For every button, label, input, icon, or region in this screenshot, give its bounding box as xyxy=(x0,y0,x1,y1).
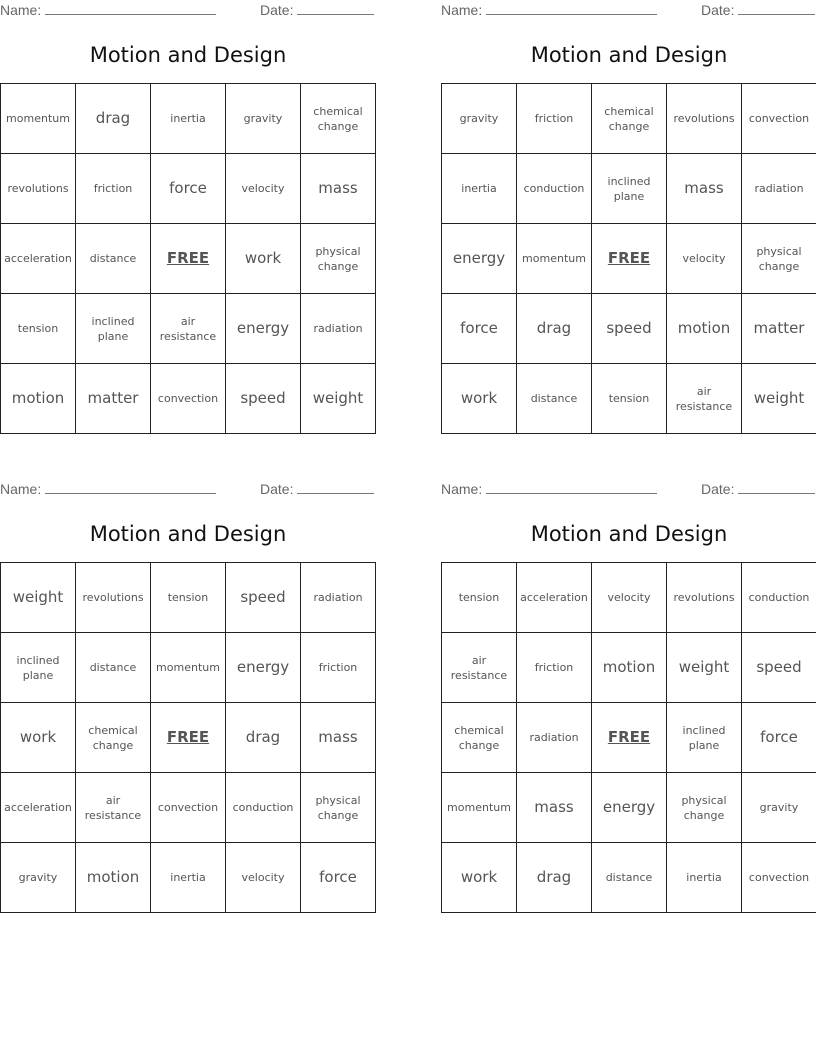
bingo-cell[interactable]: momentum xyxy=(151,633,226,703)
bingo-cell[interactable]: matter xyxy=(76,364,151,434)
bingo-cell[interactable]: convection xyxy=(151,364,226,434)
grid-row xyxy=(1,294,376,364)
card-title: Motion and Design xyxy=(530,522,728,546)
grid-row xyxy=(442,633,816,703)
bingo-cell[interactable]: force xyxy=(742,703,816,773)
bingo-cell[interactable]: speed xyxy=(592,294,667,364)
bingo-cell[interactable]: gravity xyxy=(226,84,301,154)
bingo-cell[interactable]: speed xyxy=(226,563,301,633)
bingo-cell[interactable]: conduction xyxy=(517,154,592,224)
bingo-cell[interactable]: work xyxy=(442,843,517,913)
bingo-cell[interactable]: weight xyxy=(742,364,816,434)
bingo-cell[interactable]: radiation xyxy=(742,154,816,224)
bingo-cell[interactable]: mass xyxy=(301,154,376,224)
name-label: Name: xyxy=(0,2,42,18)
bingo-cell[interactable]: motion xyxy=(76,843,151,913)
bingo-cell[interactable]: acceleration xyxy=(517,563,592,633)
bingo-cell[interactable]: air resistance xyxy=(76,773,151,843)
date-blank[interactable] xyxy=(297,481,374,494)
bingo-cell[interactable]: drag xyxy=(517,843,592,913)
card-title: Motion and Design xyxy=(89,43,287,67)
card-title: Motion and Design xyxy=(530,43,728,67)
grid-row xyxy=(442,773,816,843)
free-space[interactable]: FREE xyxy=(592,224,667,294)
date-field xyxy=(260,481,374,497)
bingo-cell[interactable]: force xyxy=(442,294,517,364)
bingo-cell[interactable]: weight xyxy=(301,364,376,434)
date-label: Date: xyxy=(701,481,735,497)
bingo-cell[interactable]: mass xyxy=(301,703,376,773)
bingo-cell[interactable]: inertia xyxy=(442,154,517,224)
bingo-cell[interactable]: revolutions xyxy=(76,563,151,633)
date-field xyxy=(260,2,374,18)
bingo-cell[interactable]: energy xyxy=(226,633,301,703)
bingo-cell[interactable]: speed xyxy=(742,633,816,703)
bingo-cell[interactable]: conduction xyxy=(742,563,816,633)
bingo-cell[interactable]: air resistance xyxy=(667,364,742,434)
name-field xyxy=(441,2,657,18)
bingo-cell[interactable]: distance xyxy=(76,633,151,703)
grid-row xyxy=(442,563,816,633)
grid-row xyxy=(1,84,376,154)
bingo-cell[interactable]: radiation xyxy=(517,703,592,773)
card-header xyxy=(0,0,376,22)
grid-row xyxy=(1,843,376,913)
free-space[interactable]: FREE xyxy=(151,703,226,773)
bingo-cell[interactable]: motion xyxy=(1,364,76,434)
bingo-card xyxy=(0,0,376,434)
bingo-cell[interactable]: drag xyxy=(76,84,151,154)
grid-row xyxy=(442,843,816,913)
name-field xyxy=(0,2,216,18)
bingo-cell[interactable]: velocity xyxy=(226,154,301,224)
bingo-cell[interactable]: revolutions xyxy=(667,84,742,154)
bingo-cell[interactable]: inclined plane xyxy=(76,294,151,364)
name-field xyxy=(0,481,216,497)
name-label: Name: xyxy=(441,481,483,497)
bingo-cell[interactable]: chemical change xyxy=(76,703,151,773)
bingo-cell[interactable]: gravity xyxy=(742,773,816,843)
bingo-cell[interactable]: work xyxy=(442,364,517,434)
bingo-cell[interactable]: air resistance xyxy=(442,633,517,703)
grid-row xyxy=(1,563,376,633)
bingo-cell[interactable]: physical change xyxy=(301,224,376,294)
bingo-cell[interactable]: tension xyxy=(592,364,667,434)
bingo-cell[interactable]: weight xyxy=(1,563,76,633)
date-blank[interactable] xyxy=(738,481,815,494)
bingo-cell[interactable]: air resistance xyxy=(151,294,226,364)
bingo-cell[interactable]: tension xyxy=(151,563,226,633)
bingo-cell[interactable]: chemical change xyxy=(442,703,517,773)
bingo-cell[interactable]: inertia xyxy=(667,843,742,913)
bingo-grid xyxy=(0,83,376,434)
bingo-cell[interactable]: energy xyxy=(442,224,517,294)
bingo-cell[interactable]: inclined plane xyxy=(592,154,667,224)
date-blank[interactable] xyxy=(297,2,374,15)
name-blank[interactable] xyxy=(486,2,657,15)
grid-row xyxy=(442,224,816,294)
grid-row xyxy=(1,633,376,703)
bingo-card xyxy=(441,479,816,913)
bingo-cell[interactable]: inclined plane xyxy=(1,633,76,703)
grid-row xyxy=(1,224,376,294)
bingo-cell[interactable]: conduction xyxy=(226,773,301,843)
bingo-cell[interactable]: tension xyxy=(1,294,76,364)
bingo-cell[interactable]: physical change xyxy=(742,224,816,294)
bingo-cell[interactable]: chemical change xyxy=(301,84,376,154)
bingo-cell[interactable]: work xyxy=(1,703,76,773)
bingo-cell[interactable]: drag xyxy=(517,294,592,364)
bingo-cell[interactable]: distance xyxy=(592,843,667,913)
bingo-cell[interactable]: physical change xyxy=(301,773,376,843)
grid-row xyxy=(442,84,816,154)
bingo-cell[interactable]: energy xyxy=(226,294,301,364)
bingo-cell[interactable]: mass xyxy=(517,773,592,843)
name-label: Name: xyxy=(441,2,483,18)
bingo-cell[interactable]: distance xyxy=(76,224,151,294)
bingo-cell[interactable]: weight xyxy=(667,633,742,703)
bingo-cell[interactable]: convection xyxy=(742,84,816,154)
bingo-card xyxy=(441,0,816,434)
bingo-cell[interactable]: gravity xyxy=(442,84,517,154)
grid-row xyxy=(1,364,376,434)
name-blank[interactable] xyxy=(45,481,216,494)
bingo-cell[interactable]: friction xyxy=(76,154,151,224)
bingo-cell[interactable]: force xyxy=(301,843,376,913)
bingo-cell[interactable]: energy xyxy=(592,773,667,843)
bingo-cell[interactable]: drag xyxy=(226,703,301,773)
bingo-cell[interactable]: inertia xyxy=(151,843,226,913)
name-blank[interactable] xyxy=(486,481,657,494)
date-label: Date: xyxy=(260,481,294,497)
grid-row xyxy=(442,154,816,224)
bingo-cell[interactable]: acceleration xyxy=(1,224,76,294)
grid-row xyxy=(442,364,816,434)
card-header xyxy=(441,0,816,22)
bingo-cell[interactable]: momentum xyxy=(1,84,76,154)
bingo-cell[interactable]: mass xyxy=(667,154,742,224)
bingo-cell[interactable]: velocity xyxy=(592,563,667,633)
bingo-cell[interactable]: motion xyxy=(667,294,742,364)
card-title: Motion and Design xyxy=(89,522,287,546)
bingo-cell[interactable]: radiation xyxy=(301,563,376,633)
name-blank[interactable] xyxy=(45,2,216,15)
bingo-cell[interactable]: force xyxy=(151,154,226,224)
bingo-cell[interactable]: work xyxy=(226,224,301,294)
bingo-grid xyxy=(441,562,816,913)
bingo-grid xyxy=(441,83,816,434)
bingo-cell[interactable]: inertia xyxy=(151,84,226,154)
grid-row xyxy=(1,703,376,773)
bingo-cell[interactable]: momentum xyxy=(517,224,592,294)
bingo-cell[interactable]: revolutions xyxy=(1,154,76,224)
bingo-cell[interactable]: friction xyxy=(301,633,376,703)
free-space[interactable]: FREE xyxy=(151,224,226,294)
bingo-cell[interactable]: tension xyxy=(442,563,517,633)
bingo-cell[interactable]: convection xyxy=(151,773,226,843)
bingo-cell[interactable]: gravity xyxy=(1,843,76,913)
bingo-card xyxy=(0,479,376,913)
bingo-cell[interactable]: speed xyxy=(226,364,301,434)
date-field xyxy=(701,2,815,18)
date-label: Date: xyxy=(260,2,294,18)
bingo-grid xyxy=(0,562,376,913)
bingo-cell[interactable]: motion xyxy=(592,633,667,703)
bingo-cell[interactable]: velocity xyxy=(667,224,742,294)
bingo-cell[interactable]: friction xyxy=(517,84,592,154)
bingo-cell[interactable]: convection xyxy=(742,843,816,913)
grid-row xyxy=(1,773,376,843)
date-blank[interactable] xyxy=(738,2,815,15)
grid-row xyxy=(442,703,816,773)
bingo-cell[interactable]: distance xyxy=(517,364,592,434)
grid-row xyxy=(1,154,376,224)
bingo-cell[interactable]: matter xyxy=(742,294,816,364)
bingo-cell[interactable]: velocity xyxy=(226,843,301,913)
bingo-cell[interactable]: friction xyxy=(517,633,592,703)
bingo-cell[interactable]: inclined plane xyxy=(667,703,742,773)
bingo-cell[interactable]: chemical change xyxy=(592,84,667,154)
date-field xyxy=(701,481,815,497)
bingo-cell[interactable]: radiation xyxy=(301,294,376,364)
grid-row xyxy=(442,294,816,364)
bingo-cell[interactable]: momentum xyxy=(442,773,517,843)
bingo-cell[interactable]: revolutions xyxy=(667,563,742,633)
name-field xyxy=(441,481,657,497)
date-label: Date: xyxy=(701,2,735,18)
bingo-cell[interactable]: acceleration xyxy=(1,773,76,843)
name-label: Name: xyxy=(0,481,42,497)
free-space[interactable]: FREE xyxy=(592,703,667,773)
card-header xyxy=(0,479,376,501)
card-header xyxy=(441,479,816,501)
bingo-cell[interactable]: physical change xyxy=(667,773,742,843)
